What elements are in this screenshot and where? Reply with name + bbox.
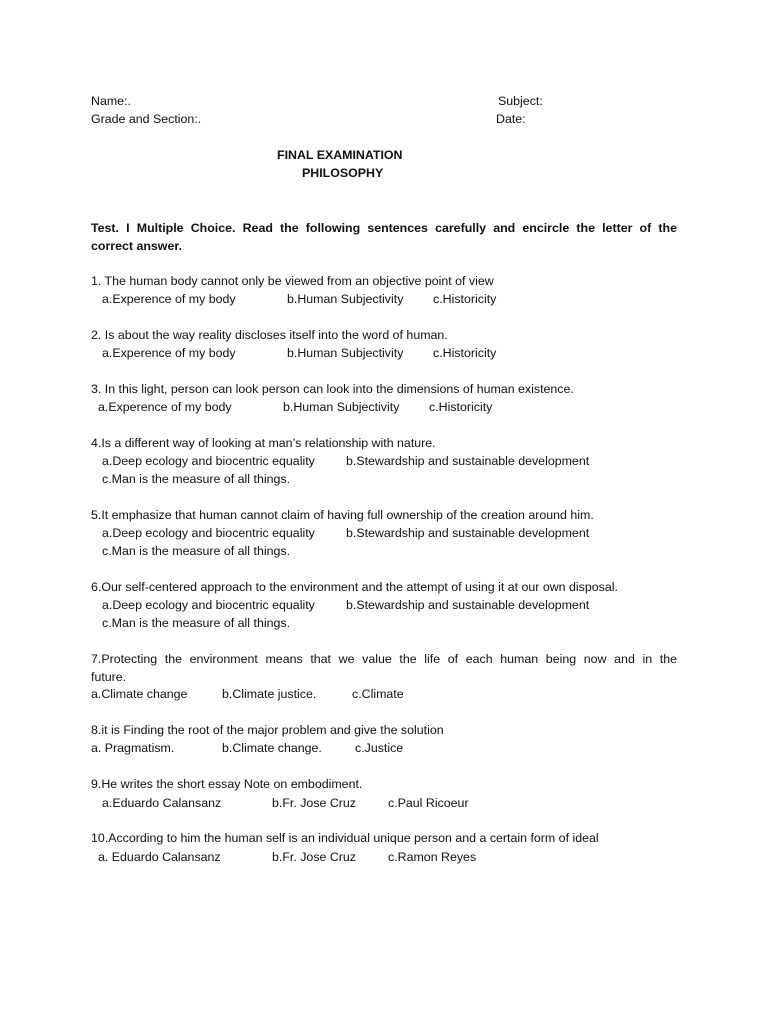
subject-label: Subject: <box>498 94 543 108</box>
q9-option-a: a.Eduardo Calansanz <box>102 796 222 810</box>
q6-option-c: c.Man is the measure of all things. <box>102 616 291 630</box>
question-8: 8.it is Finding the root of the major problem and give the solution <box>91 723 444 737</box>
q3-option-c: c.Historicity <box>429 400 493 414</box>
q5-option-c: c.Man is the measure of all things. <box>102 544 291 558</box>
question-7: 7.Protecting the environment means that we value the life of each human being now and in the <box>91 652 677 666</box>
q10-option-c: c.Ramon Reyes <box>388 850 477 864</box>
q8-option-b: b.Climate change. <box>222 741 322 755</box>
q9-option-c: c.Paul Ricoeur <box>388 796 469 810</box>
name-label: Name:. <box>91 94 131 108</box>
q4-option-c: c.Man is the measure of all things. <box>102 472 291 486</box>
question-9: 9.He writes the short essay Note on embodiment. <box>91 777 363 791</box>
q10-option-b: b.Fr. Jose Cruz <box>272 850 357 864</box>
q1-option-c: c.Historicity <box>433 292 497 306</box>
q7-option-a: a.Climate change <box>91 687 188 701</box>
question-5: 5.It emphasize that human cannot claim of having full ownership of the creation around him. <box>91 508 594 522</box>
q2-option-a: a.Experence of my body <box>102 346 236 360</box>
instructions-line-1: Test. I Multiple Choice. Read the following sentences carefully and encircle the letter of the <box>91 221 677 235</box>
question-7-continued: future. <box>91 670 127 684</box>
question-4: 4.Is a different way of looking at man’s relationship with nature. <box>91 436 436 450</box>
exam-subject-title: PHILOSOPHY <box>302 166 384 180</box>
question-6: 6.Our self-centered approach to the environment and the attempt of using it at our own disposal. <box>91 580 618 594</box>
question-10: 10.According to him the human self is an individual unique person and a certain form of ideal <box>91 831 599 845</box>
q7-option-c: c.Climate <box>352 687 404 701</box>
q7-option-b: b.Climate justice. <box>222 687 317 701</box>
q2-option-c: c.Historicity <box>433 346 497 360</box>
question-1: 1. The human body cannot only be viewed from an objective point of view <box>91 274 494 288</box>
q4-option-a: a.Deep ecology and biocentric equality <box>102 454 315 468</box>
q3-option-b: b.Human Subjectivity <box>283 400 400 414</box>
question-3: 3. In this light, person can look person can look into the dimensions of human existence. <box>91 382 574 396</box>
q6-option-a: a.Deep ecology and biocentric equality <box>102 598 315 612</box>
q8-option-a: a. Pragmatism. <box>91 741 175 755</box>
q4-option-b: b.Stewardship and sustainable development <box>346 454 590 468</box>
grade-section-label: Grade and Section:. <box>91 112 202 126</box>
q9-option-b: b.Fr. Jose Cruz <box>272 796 357 810</box>
q1-option-a: a.Experence of my body <box>102 292 236 306</box>
q2-option-b: b.Human Subjectivity <box>287 346 404 360</box>
q5-option-a: a.Deep ecology and biocentric equality <box>102 526 315 540</box>
q10-option-a: a. Eduardo Calansanz <box>98 850 221 864</box>
q8-option-c: c.Justice <box>355 741 404 755</box>
q1-option-b: b.Human Subjectivity <box>287 292 404 306</box>
q5-option-b: b.Stewardship and sustainable development <box>346 526 590 540</box>
q3-option-a: a.Experence of my body <box>98 400 232 414</box>
q6-option-b: b.Stewardship and sustainable development <box>346 598 590 612</box>
date-label: Date: <box>496 112 526 126</box>
question-2: 2. Is about the way reality discloses itself into the word of human. <box>91 328 448 342</box>
exam-title: FINAL EXAMINATION <box>277 148 403 162</box>
instructions-line-2: correct answer. <box>91 239 182 253</box>
